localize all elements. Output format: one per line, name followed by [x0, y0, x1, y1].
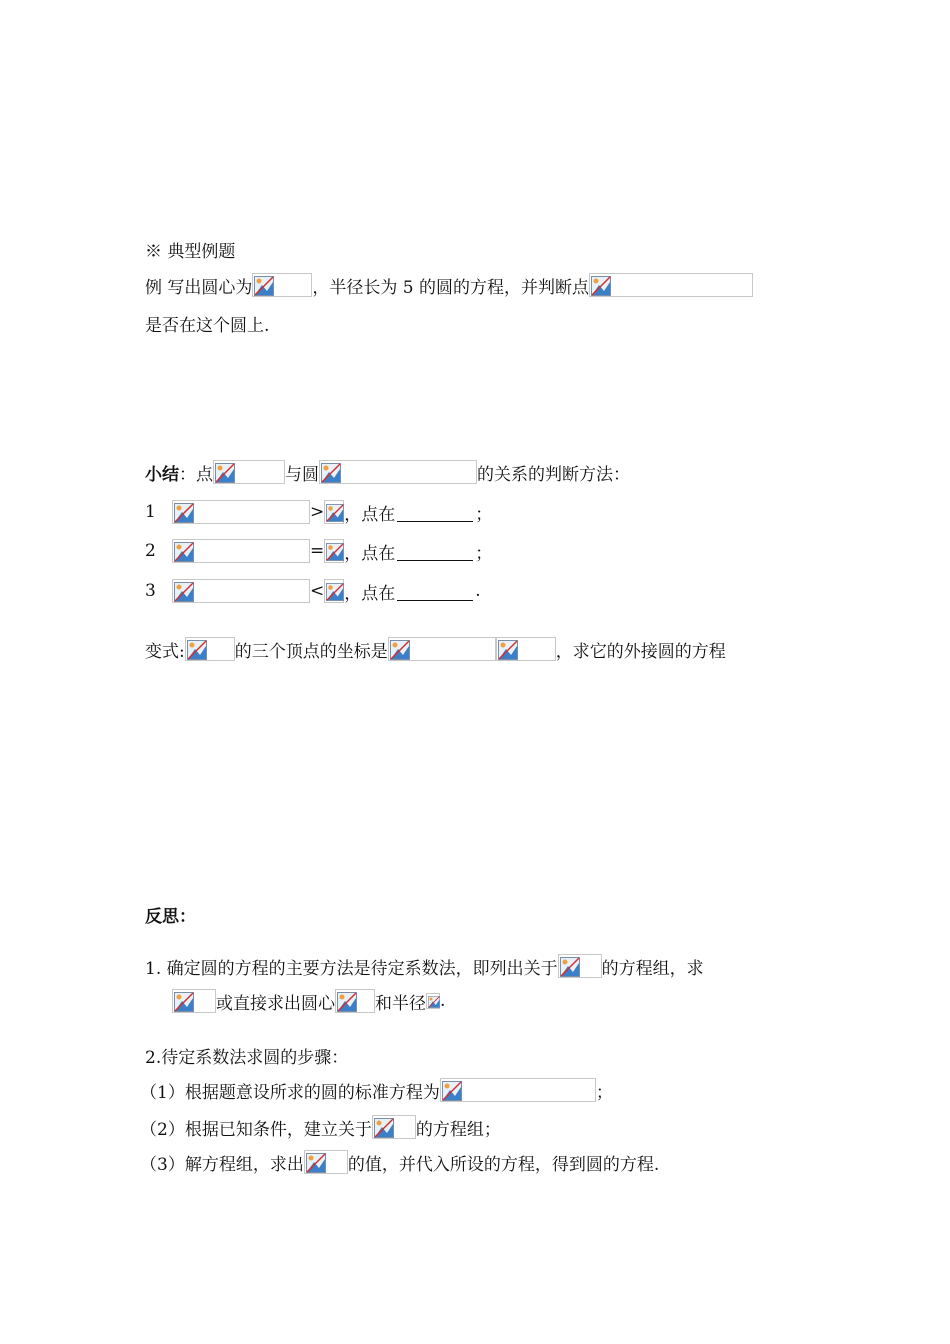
reflection-p2-heading	[145, 1040, 348, 1070]
variant-text: ，求它的外接圆的方程	[555, 641, 726, 662]
reflection-text: 2.待定系数法求圆的步骤：	[145, 1047, 349, 1068]
broken-image-icon	[319, 460, 477, 484]
summary-item-2	[145, 536, 492, 566]
reflection-step-1	[140, 1075, 613, 1105]
comparison-operator: =	[310, 541, 325, 561]
broken-image-icon	[304, 1150, 348, 1174]
reflection-text: 的值，并代入所设的方程，得到圆的方程.	[347, 1154, 660, 1175]
broken-image-icon	[172, 539, 310, 563]
broken-image-icon	[252, 273, 312, 297]
broken-image-icon	[324, 579, 344, 603]
variant-text: 的三个顶点的坐标是	[234, 641, 388, 662]
summary-text: 的关系的判断方法：	[477, 464, 630, 485]
reflection-text: 1. 确定圆的方程的主要方法是待定系数法，即列出关于	[145, 958, 558, 979]
answer-blank[interactable]	[397, 542, 473, 561]
variant-line	[145, 634, 726, 664]
answer-blank[interactable]	[397, 503, 473, 522]
item-text: ，点在	[344, 583, 396, 604]
example-line-1	[145, 270, 753, 300]
item-text: ，点在	[344, 543, 396, 564]
broken-image-icon	[372, 1115, 416, 1139]
reflection-heading-text: 反思：	[145, 906, 196, 927]
summary-item-3	[145, 576, 481, 606]
broken-image-icon	[335, 989, 375, 1013]
reflection-text: 的方程组；	[415, 1119, 501, 1140]
reflection-p1-line2	[172, 986, 445, 1016]
summary-label: 小结	[145, 464, 179, 485]
comparison-operator: <	[310, 581, 325, 601]
summary-text: 与圆	[285, 464, 319, 485]
broken-image-icon	[589, 273, 753, 297]
example-heading	[145, 234, 235, 264]
example-text: ，半径长为 5 的圆的方程，并判断点	[312, 277, 590, 298]
broken-image-icon	[172, 579, 310, 603]
item-end: ；	[475, 543, 493, 564]
reflection-step-3	[140, 1147, 659, 1177]
example-text: 是否在这个圆上.	[145, 315, 270, 336]
broken-image-icon	[172, 500, 310, 524]
reflection-p1-line1	[145, 951, 704, 981]
answer-blank[interactable]	[397, 582, 473, 601]
summary-line	[145, 457, 630, 487]
reflection-text: （3）解方程组，求出	[140, 1154, 304, 1175]
reflection-step-2	[140, 1112, 501, 1142]
item-number: 3	[145, 581, 156, 601]
broken-image-icon	[426, 993, 440, 1009]
broken-image-icon	[213, 460, 285, 484]
item-end: ；	[475, 504, 493, 525]
reflection-text: （1）根据题意设所求的圆的标准方程为	[140, 1082, 440, 1103]
broken-image-icon	[440, 1078, 596, 1102]
reflection-text: 的方程组，求	[601, 958, 704, 979]
example-heading-text: ※ 典型例题	[145, 241, 236, 262]
reflection-text: （2）根据已知条件，建立关于	[140, 1119, 372, 1140]
item-number: 1	[145, 502, 156, 522]
broken-image-icon	[496, 637, 556, 661]
reflection-text: 和半径	[375, 993, 426, 1014]
comparison-operator: >	[310, 502, 325, 522]
item-number: 2	[145, 541, 156, 561]
broken-image-icon	[185, 637, 235, 661]
reflection-text: ；	[595, 1082, 613, 1103]
variant-text: 变式:	[145, 641, 185, 662]
broken-image-icon	[388, 637, 496, 661]
broken-image-icon	[324, 500, 344, 524]
item-end: .	[475, 581, 481, 601]
reflection-text: 或直接求出圆心	[216, 993, 335, 1014]
item-text: ，点在	[344, 504, 396, 525]
broken-image-icon	[324, 539, 344, 563]
summary-text: ：点	[179, 464, 213, 485]
reflection-heading	[145, 899, 196, 929]
example-line-2	[145, 308, 269, 338]
broken-image-icon	[172, 989, 216, 1013]
reflection-text: .	[440, 991, 446, 1011]
summary-item-1	[145, 497, 492, 527]
broken-image-icon	[558, 954, 602, 978]
example-text: 例 写出圆心为	[145, 277, 253, 298]
